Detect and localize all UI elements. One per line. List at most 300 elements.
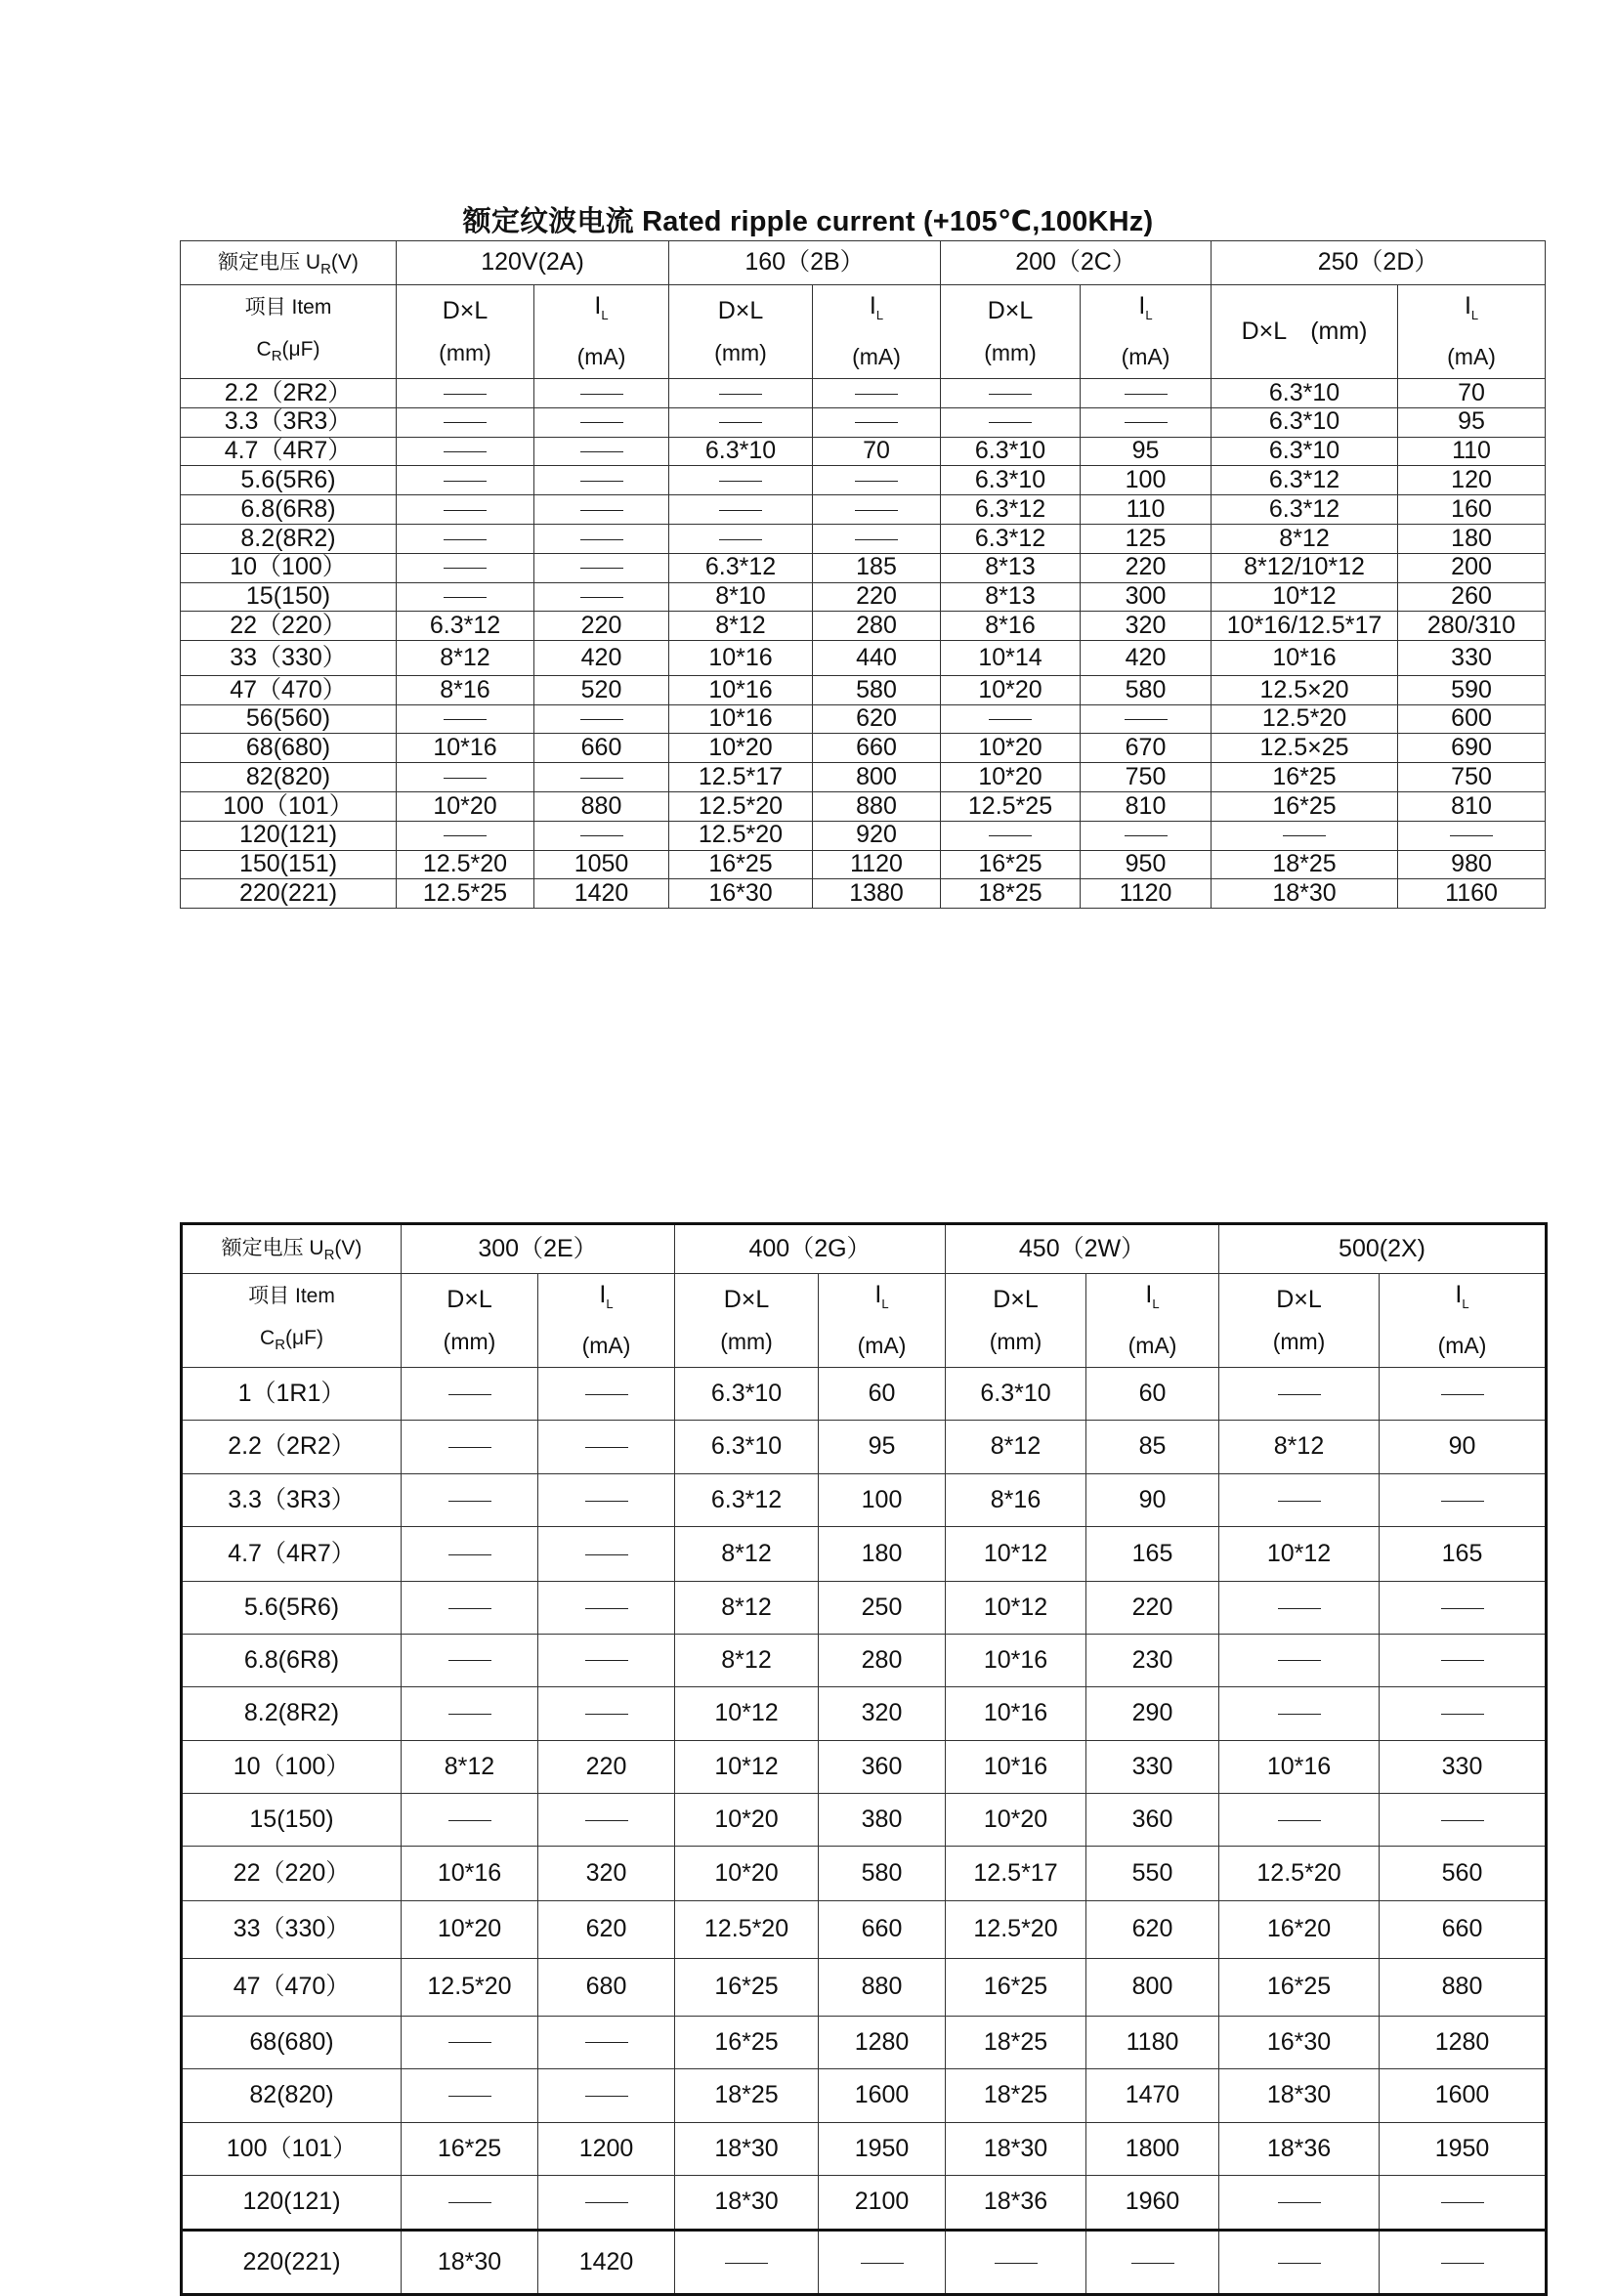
dash-mark bbox=[444, 481, 487, 482]
dimension-cell: 8*12 bbox=[946, 1420, 1086, 1474]
capacitance-cell: 2.2（2R2） bbox=[181, 379, 397, 408]
table-row bbox=[182, 1420, 1547, 1474]
capacitance-cell: 120(121) bbox=[181, 821, 397, 850]
empty-cell bbox=[402, 1794, 538, 1847]
current-cell: 1950 bbox=[1380, 2123, 1547, 2176]
empty-cell bbox=[538, 1368, 675, 1421]
current-cell: 620 bbox=[1086, 1900, 1219, 1958]
current-cell: 280/310 bbox=[1398, 612, 1546, 641]
dimension-cell: 18*25 bbox=[946, 2068, 1086, 2123]
dimension-cell: 18*30 bbox=[1212, 879, 1398, 909]
empty-cell bbox=[397, 763, 534, 792]
dash-mark bbox=[585, 2202, 628, 2203]
empty-cell bbox=[1219, 1686, 1380, 1741]
empty-cell bbox=[397, 553, 534, 582]
current-cell: 660 bbox=[819, 1900, 946, 1958]
current-cell: 85 bbox=[1086, 1420, 1219, 1474]
dimension-cell: 18*36 bbox=[946, 2176, 1086, 2231]
dash-mark bbox=[580, 835, 623, 836]
dash-mark bbox=[1283, 835, 1326, 836]
voltage-header: 160（2B） bbox=[669, 241, 941, 285]
dimension-cell: 10*16/12.5*17 bbox=[1212, 612, 1398, 641]
empty-cell bbox=[538, 1420, 675, 1474]
empty-cell bbox=[538, 1581, 675, 1634]
capacitance-cell: 56(560) bbox=[181, 704, 397, 734]
dimension-cell: 8*10 bbox=[669, 582, 813, 612]
current-cell: 320 bbox=[819, 1686, 946, 1741]
dimension-cell: 10*16 bbox=[1219, 1741, 1380, 1794]
dimension-cell: 12.5*20 bbox=[397, 850, 534, 879]
current-cell: 330 bbox=[1398, 641, 1546, 676]
dash-mark bbox=[580, 422, 623, 423]
empty-cell bbox=[534, 466, 669, 495]
voltage-header: 120V(2A) bbox=[397, 241, 669, 285]
voltage-header-row bbox=[182, 1224, 1547, 1274]
dimension-cell: 8*12 bbox=[675, 1634, 819, 1686]
dimension-cell: 16*25 bbox=[1212, 792, 1398, 822]
dash-mark bbox=[585, 2096, 628, 2097]
current-cell: 660 bbox=[813, 734, 941, 763]
empty-cell bbox=[538, 2176, 675, 2231]
dimension-cell: 6.3*12 bbox=[669, 553, 813, 582]
dimension-cell: 10*16 bbox=[669, 675, 813, 704]
current-cell: 220 bbox=[813, 582, 941, 612]
dimension-cell: 6.3*12 bbox=[397, 612, 534, 641]
current-cell: 880 bbox=[813, 792, 941, 822]
current-cell: 560 bbox=[1380, 1847, 1547, 1901]
table-row bbox=[181, 524, 1546, 553]
dimension-cell: 6.3*10 bbox=[946, 1368, 1086, 1421]
table-row bbox=[182, 1686, 1547, 1741]
dash-mark bbox=[580, 451, 623, 452]
capacitance-cell: 33（330） bbox=[182, 1900, 402, 1958]
empty-cell bbox=[397, 704, 534, 734]
current-cell: 110 bbox=[1081, 495, 1212, 525]
dash-mark bbox=[448, 1447, 491, 1448]
dimension-cell: 8*12 bbox=[402, 1741, 538, 1794]
current-cell: 90 bbox=[1086, 1474, 1219, 1527]
title-en: Rated ripple current (+105℃,100KHz) bbox=[642, 206, 1154, 237]
dash-mark bbox=[719, 422, 762, 423]
current-cell: 1600 bbox=[1380, 2068, 1547, 2123]
dash-mark bbox=[444, 597, 487, 598]
dimension-cell: 8*12 bbox=[675, 1581, 819, 1634]
dimension-cell: 16*25 bbox=[1219, 1958, 1380, 2016]
empty-cell bbox=[819, 2230, 946, 2294]
dimension-cell: 10*16 bbox=[946, 1634, 1086, 1686]
current-cell: 750 bbox=[1398, 763, 1546, 792]
current-cell: 1120 bbox=[813, 850, 941, 879]
table-row bbox=[181, 379, 1546, 408]
dimension-cell: 10*12 bbox=[675, 1686, 819, 1741]
table-row bbox=[182, 2230, 1547, 2294]
il-header: $I_L$ (mA) bbox=[1081, 285, 1212, 379]
current-cell: 550 bbox=[1086, 1847, 1219, 1901]
table-row bbox=[182, 1847, 1547, 1901]
voltage-header: 250（2D） bbox=[1212, 241, 1546, 285]
empty-cell bbox=[669, 495, 813, 525]
empty-cell bbox=[941, 704, 1081, 734]
dash-mark bbox=[580, 510, 623, 511]
capacitance-cell: 4.7（4R7） bbox=[182, 1527, 402, 1582]
empty-cell bbox=[538, 1634, 675, 1686]
current-cell: 1120 bbox=[1081, 879, 1212, 909]
dimension-cell: 10*20 bbox=[941, 763, 1081, 792]
dash-mark bbox=[585, 1554, 628, 1555]
current-cell: 1280 bbox=[1380, 2016, 1547, 2068]
capacitance-cell: 5.6(5R6) bbox=[182, 1581, 402, 1634]
dash-mark bbox=[1278, 1660, 1321, 1661]
current-cell: 880 bbox=[1380, 1958, 1547, 2016]
dimension-cell: 18*36 bbox=[1219, 2123, 1380, 2176]
current-cell: 1420 bbox=[534, 879, 669, 909]
empty-cell bbox=[402, 2068, 538, 2123]
current-cell: 220 bbox=[534, 612, 669, 641]
empty-cell bbox=[941, 821, 1081, 850]
dash-mark bbox=[989, 394, 1032, 395]
empty-cell bbox=[669, 379, 813, 408]
rated-voltage-label: 额定电压 $U_R(V)$ bbox=[181, 241, 397, 285]
dimension-cell: 10*20 bbox=[946, 1794, 1086, 1847]
empty-cell bbox=[402, 1686, 538, 1741]
dash-mark bbox=[448, 1608, 491, 1609]
empty-cell bbox=[813, 524, 941, 553]
dash-mark bbox=[1278, 1608, 1321, 1609]
dimension-cell: 10*20 bbox=[402, 1900, 538, 1958]
dash-mark bbox=[855, 422, 898, 423]
dash-mark bbox=[448, 2096, 491, 2097]
current-cell: 165 bbox=[1380, 1527, 1547, 1582]
dimension-cell: 12.5*20 bbox=[946, 1900, 1086, 1958]
dimension-cell: 16*25 bbox=[675, 2016, 819, 2068]
current-cell: 110 bbox=[1398, 437, 1546, 466]
current-cell: 180 bbox=[819, 1527, 946, 1582]
capacitance-cell: 2.2（2R2） bbox=[182, 1420, 402, 1474]
empty-cell bbox=[946, 2230, 1086, 2294]
table-row bbox=[182, 1634, 1547, 1686]
dash-mark bbox=[855, 510, 898, 511]
current-cell: 620 bbox=[538, 1900, 675, 1958]
dash-mark bbox=[444, 394, 487, 395]
dash-mark bbox=[580, 394, 623, 395]
dimension-cell: 6.3*10 bbox=[941, 437, 1081, 466]
unit-header-row bbox=[181, 285, 1546, 379]
dash-mark bbox=[580, 568, 623, 569]
voltage-header: 500(2X) bbox=[1219, 1224, 1547, 1274]
dash-mark bbox=[580, 539, 623, 540]
voltage-header: 300（2E） bbox=[402, 1224, 675, 1274]
empty-cell bbox=[669, 407, 813, 437]
dimension-cell: 16*30 bbox=[669, 879, 813, 909]
empty-cell bbox=[538, 2068, 675, 2123]
dimension-cell: 18*25 bbox=[675, 2068, 819, 2123]
empty-cell bbox=[1380, 1368, 1547, 1421]
empty-cell bbox=[813, 379, 941, 408]
empty-cell bbox=[538, 1527, 675, 1582]
empty-cell bbox=[534, 763, 669, 792]
capacitance-cell: 15(150) bbox=[182, 1794, 402, 1847]
empty-cell bbox=[402, 1527, 538, 1582]
dash-mark bbox=[580, 481, 623, 482]
dimension-cell: 6.3*12 bbox=[1212, 495, 1398, 525]
current-cell: 980 bbox=[1398, 850, 1546, 879]
empty-cell bbox=[1380, 1686, 1547, 1741]
table-row bbox=[181, 582, 1546, 612]
dash-mark bbox=[444, 778, 487, 779]
current-cell: 580 bbox=[1081, 675, 1212, 704]
capacitance-cell: 100（101） bbox=[182, 2123, 402, 2176]
current-cell: 100 bbox=[1081, 466, 1212, 495]
table-row bbox=[181, 704, 1546, 734]
dimension-cell: 8*16 bbox=[397, 675, 534, 704]
dimension-cell: 6.3*10 bbox=[1212, 437, 1398, 466]
dash-mark bbox=[1450, 835, 1493, 836]
dimension-cell: 8*16 bbox=[941, 612, 1081, 641]
empty-cell bbox=[675, 2230, 819, 2294]
table-row bbox=[181, 553, 1546, 582]
dash-mark bbox=[448, 2042, 491, 2043]
dimension-cell: 12.5*20 bbox=[669, 792, 813, 822]
dimension-cell: 16*25 bbox=[1212, 763, 1398, 792]
dimension-cell: 10*16 bbox=[397, 734, 534, 763]
empty-cell bbox=[1219, 1368, 1380, 1421]
empty-cell bbox=[1219, 1581, 1380, 1634]
dash-mark bbox=[1441, 1820, 1484, 1821]
dash-mark bbox=[444, 835, 487, 836]
table-row bbox=[181, 879, 1546, 909]
dash-mark bbox=[448, 1714, 491, 1715]
table-row bbox=[181, 763, 1546, 792]
empty-cell bbox=[669, 466, 813, 495]
dash-mark bbox=[1441, 1394, 1484, 1395]
dash-mark bbox=[585, 1660, 628, 1661]
dash-mark bbox=[855, 481, 898, 482]
dimension-cell: 10*20 bbox=[941, 734, 1081, 763]
current-cell: 440 bbox=[813, 641, 941, 676]
current-cell: 1280 bbox=[819, 2016, 946, 2068]
table-row bbox=[182, 1958, 1547, 2016]
dash-mark bbox=[448, 1394, 491, 1395]
empty-cell bbox=[397, 524, 534, 553]
capacitance-cell: 1（1R1） bbox=[182, 1368, 402, 1421]
capacitance-cell: 22（220） bbox=[182, 1847, 402, 1901]
empty-cell bbox=[538, 1686, 675, 1741]
current-cell: 320 bbox=[1081, 612, 1212, 641]
current-cell: 1200 bbox=[538, 2123, 675, 2176]
capacitance-cell: 3.3（3R3） bbox=[181, 407, 397, 437]
empty-cell bbox=[1081, 821, 1212, 850]
dimension-cell: 18*25 bbox=[1212, 850, 1398, 879]
table-row bbox=[182, 2016, 1547, 2068]
current-cell: 810 bbox=[1081, 792, 1212, 822]
dimension-cell: 8*12 bbox=[397, 641, 534, 676]
table-row bbox=[181, 792, 1546, 822]
dash-mark bbox=[585, 1714, 628, 1715]
empty-cell bbox=[1086, 2230, 1219, 2294]
dimension-cell: 8*12 bbox=[669, 612, 813, 641]
dash-mark bbox=[1278, 1714, 1321, 1715]
dimension-cell: 10*16 bbox=[669, 704, 813, 734]
empty-cell bbox=[1081, 704, 1212, 734]
dimension-cell: 12.5*17 bbox=[946, 1847, 1086, 1901]
table1-body bbox=[181, 379, 1546, 909]
empty-cell bbox=[1219, 1634, 1380, 1686]
dimension-cell: 10*20 bbox=[669, 734, 813, 763]
current-cell: 300 bbox=[1081, 582, 1212, 612]
dash-mark bbox=[1278, 1820, 1321, 1821]
dash-mark bbox=[444, 422, 487, 423]
current-cell: 690 bbox=[1398, 734, 1546, 763]
current-cell: 165 bbox=[1086, 1527, 1219, 1582]
current-cell: 95 bbox=[1081, 437, 1212, 466]
dimension-cell: 16*25 bbox=[946, 1958, 1086, 2016]
dimension-cell: 10*16 bbox=[669, 641, 813, 676]
capacitance-cell: 8.2(8R2) bbox=[181, 524, 397, 553]
empty-cell bbox=[402, 1634, 538, 1686]
table-row bbox=[181, 437, 1546, 466]
table-row bbox=[182, 1581, 1547, 1634]
dimension-cell: 10*12 bbox=[1219, 1527, 1380, 1582]
empty-cell bbox=[534, 704, 669, 734]
dimension-cell: 6.3*10 bbox=[1212, 379, 1398, 408]
ripple-table-2 bbox=[180, 1222, 1548, 2296]
dash-mark bbox=[719, 394, 762, 395]
current-cell: 800 bbox=[813, 763, 941, 792]
capacitance-cell: 5.6(5R6) bbox=[181, 466, 397, 495]
capacitance-cell: 150(151) bbox=[181, 850, 397, 879]
empty-cell bbox=[534, 379, 669, 408]
current-cell: 100 bbox=[819, 1474, 946, 1527]
empty-cell bbox=[1081, 407, 1212, 437]
capacitance-cell: 82(820) bbox=[182, 2068, 402, 2123]
dash-mark bbox=[995, 2263, 1038, 2264]
current-cell: 185 bbox=[813, 553, 941, 582]
dimension-cell: 12.5*20 bbox=[669, 821, 813, 850]
current-cell: 660 bbox=[1380, 1900, 1547, 1958]
current-cell: 260 bbox=[1398, 582, 1546, 612]
current-cell: 380 bbox=[819, 1794, 946, 1847]
dimension-cell: 18*30 bbox=[675, 2123, 819, 2176]
current-cell: 290 bbox=[1086, 1686, 1219, 1741]
current-cell: 1470 bbox=[1086, 2068, 1219, 2123]
current-cell: 1950 bbox=[819, 2123, 946, 2176]
voltage-header: 450（2W） bbox=[946, 1224, 1219, 1274]
dimension-cell: 12.5×25 bbox=[1212, 734, 1398, 763]
table-row bbox=[182, 1368, 1547, 1421]
empty-cell bbox=[534, 495, 669, 525]
current-cell: 200 bbox=[1398, 553, 1546, 582]
capacitance-cell: 120(121) bbox=[182, 2176, 402, 2231]
dimension-cell: 10*20 bbox=[941, 675, 1081, 704]
table-row bbox=[181, 821, 1546, 850]
table-row bbox=[181, 675, 1546, 704]
dash-mark bbox=[1278, 2263, 1321, 2264]
current-cell: 1420 bbox=[538, 2230, 675, 2294]
dimension-cell: 6.3*12 bbox=[1212, 466, 1398, 495]
dimension-cell: 8*13 bbox=[941, 553, 1081, 582]
current-cell: 520 bbox=[534, 675, 669, 704]
current-cell: 220 bbox=[1086, 1581, 1219, 1634]
empty-cell bbox=[402, 2016, 538, 2068]
dimension-cell: 8*12/10*12 bbox=[1212, 553, 1398, 582]
dash-mark bbox=[1125, 394, 1168, 395]
dimension-cell: 6.3*10 bbox=[675, 1420, 819, 1474]
empty-cell bbox=[397, 466, 534, 495]
current-cell: 360 bbox=[1086, 1794, 1219, 1847]
dash-mark bbox=[861, 2263, 904, 2264]
unit-header-row bbox=[182, 1274, 1547, 1368]
dash-mark bbox=[855, 394, 898, 395]
empty-cell bbox=[1219, 2230, 1380, 2294]
empty-cell bbox=[1380, 1794, 1547, 1847]
dash-mark bbox=[1441, 1714, 1484, 1715]
capacitance-cell: 10（100） bbox=[181, 553, 397, 582]
current-cell: 180 bbox=[1398, 524, 1546, 553]
empty-cell bbox=[397, 407, 534, 437]
dash-mark bbox=[719, 510, 762, 511]
current-cell: 920 bbox=[813, 821, 941, 850]
dimension-cell: 16*25 bbox=[941, 850, 1081, 879]
dash-mark bbox=[1441, 1660, 1484, 1661]
dash-mark bbox=[855, 539, 898, 540]
capacitance-cell: 6.8(6R8) bbox=[182, 1634, 402, 1686]
current-cell: 60 bbox=[819, 1368, 946, 1421]
dash-mark bbox=[580, 778, 623, 779]
empty-cell bbox=[402, 1581, 538, 1634]
current-cell: 880 bbox=[819, 1958, 946, 2016]
dash-mark bbox=[585, 2042, 628, 2043]
empty-cell bbox=[538, 1794, 675, 1847]
dimension-cell: 12.5*20 bbox=[402, 1958, 538, 2016]
empty-cell bbox=[1380, 2230, 1547, 2294]
dimension-cell: 16*30 bbox=[1219, 2016, 1380, 2068]
dash-mark bbox=[585, 1394, 628, 1395]
capacitance-cell: 68(680) bbox=[181, 734, 397, 763]
current-cell: 330 bbox=[1086, 1741, 1219, 1794]
page-title bbox=[0, 199, 1616, 239]
table-row bbox=[182, 1741, 1547, 1794]
empty-cell bbox=[534, 582, 669, 612]
empty-cell bbox=[813, 407, 941, 437]
dimension-cell: 18*30 bbox=[675, 2176, 819, 2231]
dimension-cell: 10*20 bbox=[397, 792, 534, 822]
dimension-cell: 10*16 bbox=[1212, 641, 1398, 676]
dash-mark bbox=[444, 510, 487, 511]
empty-cell bbox=[534, 821, 669, 850]
dimension-cell: 12.5*20 bbox=[1212, 704, 1398, 734]
il-header: $I_L$ (mA) bbox=[813, 285, 941, 379]
empty-cell bbox=[402, 1420, 538, 1474]
capacitance-cell: 220(221) bbox=[181, 879, 397, 909]
empty-cell bbox=[402, 1474, 538, 1527]
dash-mark bbox=[448, 1554, 491, 1555]
empty-cell bbox=[1212, 821, 1398, 850]
dimension-cell: 18*25 bbox=[946, 2016, 1086, 2068]
current-cell: 950 bbox=[1081, 850, 1212, 879]
dl-header: D×L (mm) bbox=[941, 285, 1081, 379]
capacitance-cell: 22（220） bbox=[181, 612, 397, 641]
capacitance-cell: 10（100） bbox=[182, 1741, 402, 1794]
table2-body bbox=[182, 1368, 1547, 2295]
empty-cell bbox=[402, 1368, 538, 1421]
dash-mark bbox=[444, 568, 487, 569]
current-cell: 680 bbox=[538, 1958, 675, 2016]
dash-mark bbox=[1278, 1501, 1321, 1502]
empty-cell bbox=[397, 495, 534, 525]
il-header: $I_L$ (mA) bbox=[1086, 1274, 1219, 1368]
current-cell: 1960 bbox=[1086, 2176, 1219, 2231]
current-cell: 2100 bbox=[819, 2176, 946, 2231]
